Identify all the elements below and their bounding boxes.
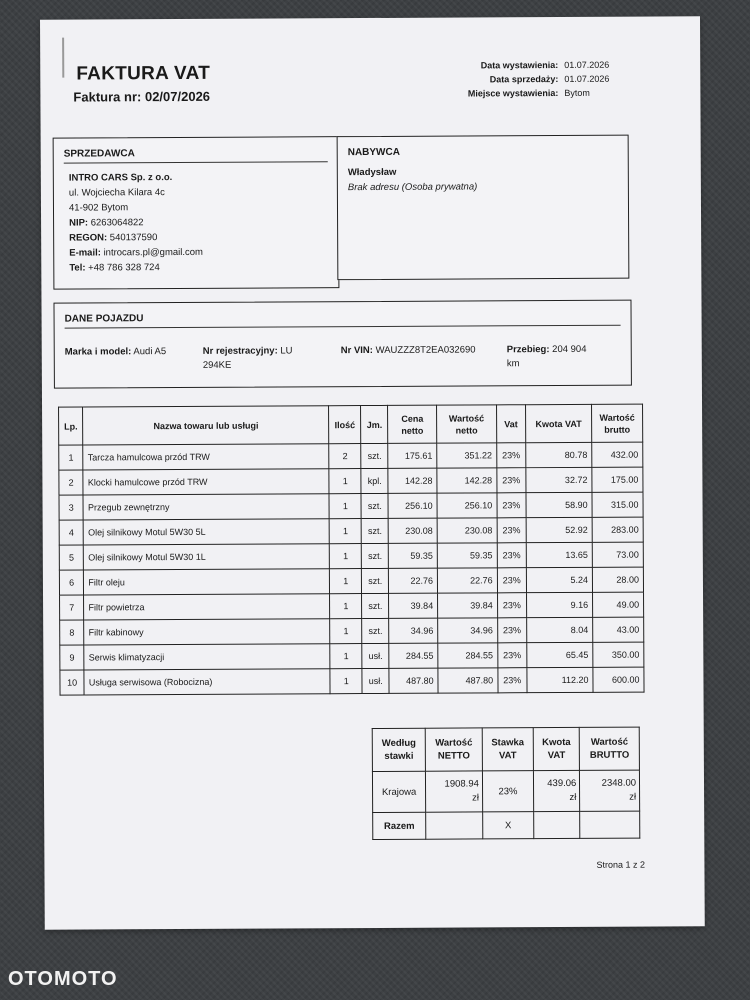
col-name: Nazwa towaru lub usługi [83,406,329,445]
cell-vat-amount: 13.65 [526,542,592,567]
cell-qty: 1 [330,669,362,694]
cell-lp: 5 [59,545,84,570]
items-table [58,404,645,696]
col-gross [592,404,643,442]
sum-col-gross [580,727,640,770]
invoice-number [73,89,210,105]
cell-lp: 1 [59,445,84,470]
cell-net: 351.22 [437,443,497,468]
seller-regon-value: 540137590 [109,232,158,244]
cell-qty: 1 [330,619,362,644]
cell-name: Tarcza hamulcowa przód TRW [83,444,329,470]
summary-krajowa-row [372,770,639,812]
cell-name: Olej silnikowy Motul 5W30 1L [84,544,330,570]
sale-date-row [468,72,611,87]
cell-name: Filtr oleju [84,569,330,595]
vehicle-reg-label: Nr rejestracyjny: [202,345,278,357]
sum-krajowa-gross-cur: zł [629,791,637,803]
sum-col-rate-1: Stawka [491,737,525,749]
cell-unit: szt. [361,518,388,543]
cell-gross: 283.00 [592,517,643,542]
sum-krajowa-net-value: 1908.94 [444,778,479,790]
cell-unit: szt. [362,543,389,568]
vehicle-mileage-label: Przebieg: [506,344,550,356]
cell-gross: 315.00 [592,492,643,517]
cell-vat-amount: 65.45 [527,642,593,667]
sum-krajowa-vat-value: 439.06 [547,777,577,790]
cell-unit: szt. [361,443,388,468]
cell-net: 59.35 [437,543,497,568]
cell-lp: 2 [59,470,84,495]
invoice-title: FAKTURA VAT [76,62,211,85]
seller-email-label: E-mail: [69,247,101,259]
cell-net: 256.10 [437,493,497,518]
cell-vat-amount: 58.90 [526,492,592,517]
sum-col-rate [482,728,533,771]
cell-unit: usł. [362,643,389,668]
page-number: Strona 1 z 2 [596,859,645,870]
cell-qty: 1 [329,469,361,494]
col-net-line2: netto [455,424,478,436]
place-row [468,86,611,101]
col-unit: Jm. [361,405,388,443]
seller-regon [69,229,338,245]
paper-mark [62,38,64,78]
cell-vat: 23% [497,493,526,518]
cell-vat: 23% [497,593,526,618]
issue-date-value: 01.07.2026 [564,59,610,70]
cell-price: 487.80 [389,668,438,693]
col-qty: Ilość [329,406,361,444]
col-price-line1: Cena [401,413,424,424]
col-gross-line1: Wartość [599,412,635,423]
cell-lp: 9 [60,645,85,670]
cell-lp: 10 [60,670,85,695]
cell-vat-amount: 112.20 [527,667,593,692]
vehicle-box [53,300,631,389]
cell-price: 256.10 [388,493,437,518]
otomoto-logo: OTOMOTO [8,968,118,990]
items-header-row [59,404,643,445]
sum-razem-vat [534,811,581,838]
cell-vat: 23% [497,518,526,543]
cell-vat-amount: 80.78 [526,442,592,467]
seller-email-value: introcars.pl@gmail.com [103,246,203,259]
vehicle-divider [65,325,621,329]
sum-col-net [425,728,482,771]
cell-gross: 432.00 [592,442,643,467]
cell-net: 230.08 [437,518,497,543]
sum-col-gross-1: Wartość [590,736,629,748]
cell-qty: 1 [330,569,362,594]
table-row [59,542,643,570]
cell-qty: 1 [330,594,362,619]
sum-col-by-rate-1: Według [381,737,416,749]
cell-name: Olej silnikowy Motul 5W30 5L [83,519,329,545]
cell-gross: 73.00 [592,542,643,567]
sum-krajowa-net-cur: zł [472,792,479,804]
col-gross-line2: brutto [604,424,631,435]
col-net-line1: Wartość [448,412,485,424]
cell-vat-amount: 8.04 [527,617,593,642]
cell-gross: 49.00 [593,592,644,617]
col-net [437,405,497,443]
buyer-name: Władysław [347,166,397,179]
col-lp: Lp. [59,407,84,445]
sum-col-by-rate-2: stawki [384,750,414,762]
cell-name: Klocki hamulcowe przód TRW [83,469,329,495]
sum-krajowa-label: Krajowa [372,771,425,812]
place-label: Miejsce wystawienia: [467,88,559,99]
sum-krajowa-rate: 23% [482,771,533,812]
cell-vat-amount: 9.16 [526,592,592,617]
sale-date-label: Data sprzedaży: [489,74,559,85]
cell-qty: 1 [330,544,362,569]
table-row [60,642,644,670]
seller-street: ul. Wojciecha Kilara 4c [68,187,165,199]
cell-lp: 3 [59,495,84,520]
sum-col-net-2: NETTO [437,750,470,762]
cell-net: 487.80 [438,668,498,693]
cell-qty: 1 [329,519,361,544]
invoice-meta [468,58,611,101]
sum-krajowa-vat-cur: zł [569,791,577,803]
sum-col-by-rate [372,728,425,771]
vehicle-vin-label: Nr VIN: [340,344,373,357]
seller-nip-value: 6263064822 [90,217,144,229]
sum-razem-net [426,812,483,839]
cell-vat-amount: 5.24 [526,567,592,592]
cell-gross: 28.00 [592,567,643,592]
cell-price: 142.28 [388,468,437,493]
sum-krajowa-net [426,771,483,812]
cell-vat: 23% [496,443,525,468]
issue-date-label: Data wystawienia: [480,60,559,71]
col-price [388,405,437,443]
vehicle-heading: DANE POJAZDU [64,313,144,325]
cell-price: 34.96 [389,618,438,643]
table-row [60,592,644,620]
vehicle-vin [341,343,476,358]
seller-city: 41-902 Bytom [68,202,129,214]
cell-vat-amount: 52.92 [526,517,592,542]
sum-razem-rate: X [483,812,534,839]
cell-price: 22.76 [389,568,438,593]
invoice-sheet [40,16,705,929]
cell-vat: 23% [497,568,526,593]
vehicle-mileage [507,343,587,371]
buyer-address: Brak adresu (Osoba prywatna) [347,181,478,194]
seller-nip [69,214,338,230]
cell-name: Serwis klimatyzacji [84,644,330,670]
place-value: Bytom [564,87,590,98]
sum-razem-gross [580,811,640,838]
vehicle-mileage-value: 204 904 [552,343,587,356]
buyer-box [337,135,630,281]
cell-gross: 43.00 [593,617,644,642]
issue-date-row [468,58,611,73]
vehicle-model-label: Marka i model: [64,346,132,358]
vehicle-reg-part1: LU [280,345,293,357]
sum-krajowa-gross-value: 2348.00 [601,777,637,789]
cell-price: 59.35 [389,543,438,568]
cell-name: Filtr powietrza [84,594,330,620]
seller-divider [64,161,328,163]
vehicle-mileage-unit: km [506,358,520,370]
seller-tel-value: +48 786 328 724 [88,262,160,274]
cell-gross: 175.00 [592,467,643,492]
seller-name: INTRO CARS Sp. z o.o. [68,172,173,184]
cell-lp: 4 [59,520,84,545]
sum-col-vat-1: Kwota [542,736,571,749]
seller-box [53,136,340,289]
table-row [59,442,643,470]
cell-gross: 600.00 [593,667,644,692]
table-row [59,517,643,545]
cell-unit: szt. [362,568,389,593]
vehicle-model [65,345,166,360]
cell-name: Przegub zewnętrzny [83,494,329,520]
cell-lp: 8 [60,620,85,645]
summary-table [372,727,641,840]
summary-header-row [372,727,639,771]
cell-price: 175.61 [388,443,437,468]
seller-nip-label: NIP: [69,217,89,229]
cell-vat-amount: 32.72 [526,467,592,492]
cell-qty: 2 [329,444,361,469]
seller-details [69,169,339,275]
seller-regon-label: REGON: [69,232,108,244]
vehicle-registration [203,344,293,372]
cell-lp: 6 [59,570,84,595]
table-row [59,567,643,595]
cell-qty: 1 [329,494,361,519]
sum-col-vat-2: VAT [547,749,566,762]
seller-heading: SPRZEDAWCA [63,148,135,160]
sum-col-net-1: Wartość [435,737,473,749]
sum-col-rate-2: VAT [498,750,517,762]
cell-qty: 1 [330,644,362,669]
col-price-line2: netto [401,425,424,436]
cell-price: 230.08 [388,518,437,543]
seller-tel-label: Tel: [69,262,86,274]
sum-razem-label: Razem [373,812,426,839]
col-vat-amount: Kwota VAT [525,404,591,442]
cell-net: 34.96 [438,618,498,643]
invoice-number-value: 02/07/2026 [144,88,211,105]
cell-gross: 350.00 [593,642,644,667]
cell-net: 39.84 [438,593,498,618]
cell-unit: szt. [362,618,389,643]
seller-email [69,244,338,260]
cell-name: Filtr kabinowy [84,619,330,645]
cell-unit: szt. [361,493,388,518]
col-vat: Vat [496,405,525,443]
sum-krajowa-gross [580,770,640,811]
cell-vat: 23% [497,468,526,493]
cell-price: 284.55 [389,643,438,668]
cell-vat: 23% [497,618,526,643]
cell-vat: 23% [497,543,526,568]
cell-vat: 23% [497,643,526,668]
invoice-number-label: Faktura nr: [73,89,142,105]
cell-unit: szt. [362,593,389,618]
vehicle-vin-value: WAUZZZ8T2EA032690 [375,344,476,356]
buyer-details [348,164,628,195]
table-row [59,467,643,495]
sum-krajowa-vat [533,770,580,811]
seller-tel [69,259,338,275]
vehicle-reg-part2: 294KE [202,359,232,371]
cell-unit: usł. [362,668,389,693]
items-body [59,442,644,695]
buyer-heading: NABYWCA [347,146,400,159]
summary-razem-row [373,811,640,839]
cell-name: Usługa serwisowa (Robocizna) [84,669,330,695]
table-row [60,617,644,645]
sale-date-value: 01.07.2026 [564,73,610,84]
vehicle-model-value: Audi A5 [133,346,167,358]
table-row [59,492,643,520]
cell-net: 284.55 [438,643,498,668]
sum-col-vat [533,727,580,770]
cell-vat: 23% [498,668,527,693]
cell-lp: 7 [60,595,85,620]
cell-unit: kpl. [361,468,388,493]
cell-price: 39.84 [389,593,438,618]
sum-col-gross-2: BRUTTO [589,749,630,761]
cell-net: 142.28 [437,468,497,493]
table-row [60,667,644,695]
cell-net: 22.76 [437,568,497,593]
